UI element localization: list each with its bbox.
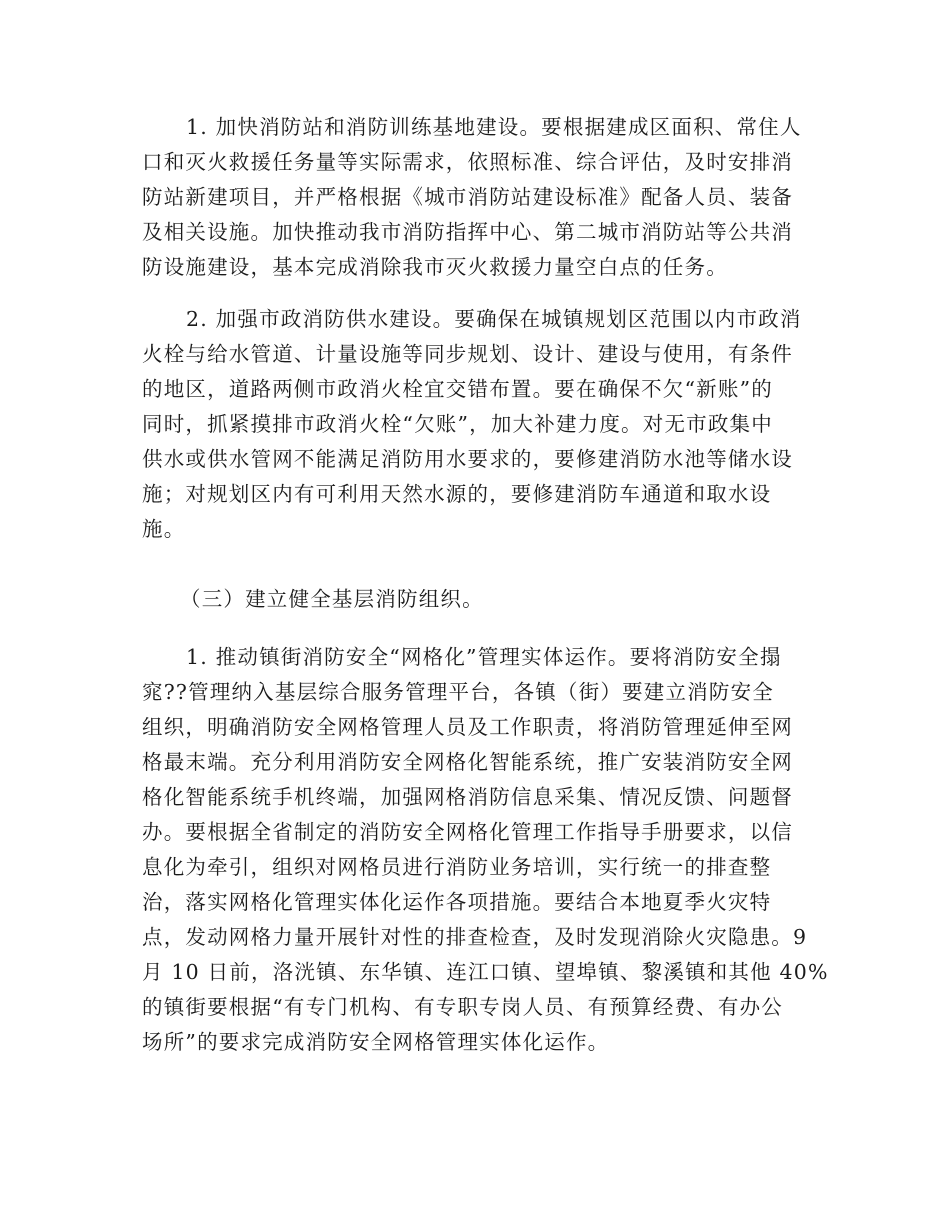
paragraph-line: 格最末端。充分利用消防安全网格化智能系统，推广安装消防安全网 [142,750,793,774]
paragraph-line: 点，发动网格力量开展针对性的排查检查，及时发现消除火灾隐患。9 [142,925,808,949]
paragraph-line: 施；对规划区内有可利用天然水源的，要修建消防车通道和取水设 [142,482,772,506]
paragraph-line: 及相关设施。加快推动我市消防指挥中心、第二城市消防站等公共消 [142,220,793,244]
paragraph-line: 防设施建设，基本完成消除我市灭火救援力量空白点的任务。 [142,255,728,279]
paragraph-2 [142,302,822,547]
paragraph-line: 口和灭火救援任务量等实际需求，依照标准、综合评估，及时安排消 [142,150,793,174]
paragraph-line: 场所”的要求完成消防安全网格管理实体化运作。 [142,1030,610,1054]
paragraph-line: 火栓与给水管道、计量设施等同步规划、设计、建设与使用，有条件 [142,342,793,366]
paragraph-line: 治，落实网格化管理实体化运作各项措施。要结合本地夏季火灾特 [142,890,772,914]
paragraph-1 [142,110,822,285]
paragraph-line: 防站新建项目，并严格根据《城市消防站建设标准》配备人员、装备 [142,185,793,209]
paragraph-line: 同时，抓紧摸排市政消火栓“欠账”，加大补建力度。对无市政集中 [142,412,773,436]
paragraph-line: 的地区，道路两侧市政消火栓宜交错布置。要在确保不欠“新账”的 [142,377,773,401]
paragraph-line: 窕??管理纳入基层综合服务管理平台，各镇（街）要建立消防安全 [142,680,774,704]
paragraph-line: 月 10 日前，洛洸镇、东华镇、连江口镇、望埠镇、黎溪镇和其他 40% [142,960,829,984]
paragraph-line: 组织，明确消防安全网格管理人员及工作职责，将消防管理延伸至网 [142,715,793,739]
paragraph-line: 2. 加强市政消防供水建设。要确保在城镇规划区范围以内市政消 [186,307,802,331]
paragraph-3 [142,640,829,1060]
paragraph-line: 施。 [142,517,186,541]
paragraph-line: 息化为牵引，组织对网格员进行消防业务培训，实行统一的排查整 [142,855,772,879]
paragraph-line: 1. 推动镇街消防安全“网格化”管理实体运作。要将消防安全搨 [186,645,782,669]
paragraph-line: 1. 加快消防站和消防训练基地建设。要根据建成区面积、常住人 [186,115,802,139]
section-heading: （三）建立健全基层消防组织。 [180,587,484,611]
paragraph-line: 的镇街要根据“有专门机构、有专职专岗人员、有预算经费、有办公 [142,995,783,1019]
paragraph-line: 供水或供水管网不能满足消防用水要求的，要修建消防水池等储水设 [142,447,793,471]
paragraph-line: 格化智能系统手机终端，加强网格消防信息采集、情况反馈、问题督 [142,785,793,809]
paragraph-line: 办。要根据全省制定的消防安全网格化管理工作指导手册要求，以信 [142,820,793,844]
